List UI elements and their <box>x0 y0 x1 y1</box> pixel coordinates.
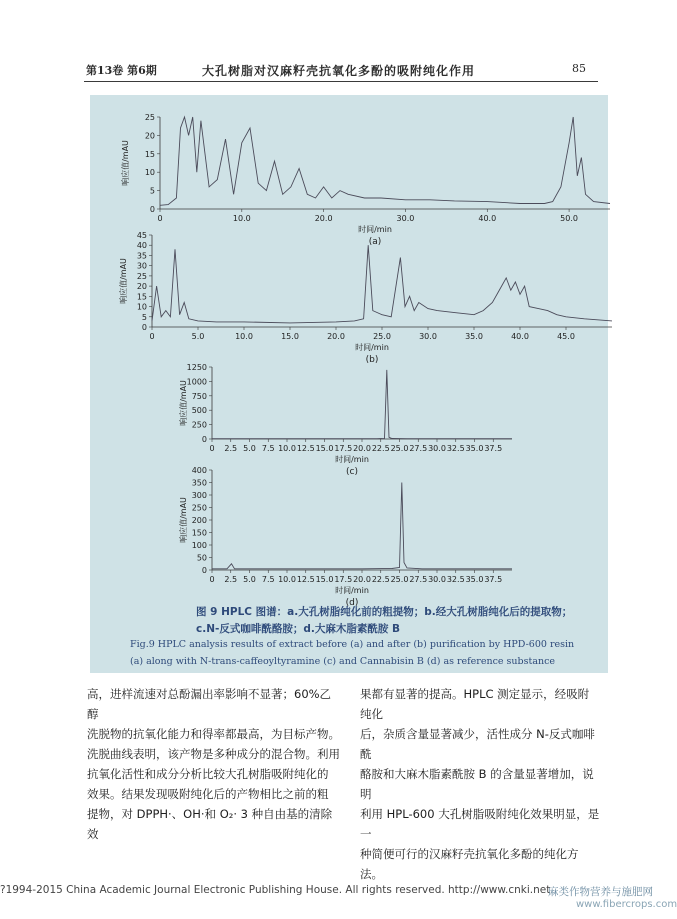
x-tick-label: 0 <box>149 332 155 341</box>
y-tick-label: 20 <box>144 131 155 141</box>
x-tick-label: 7.5 <box>261 444 275 453</box>
y-axis-label: 响应值/mAU <box>119 258 128 304</box>
x-tick-label: 5.0 <box>191 332 205 341</box>
y-axis-label: 响应值/mAU <box>179 497 188 543</box>
x-tick-label: 35.0 <box>465 332 483 341</box>
body-line: 提物，对 DPPH·、OH·和 O₂· 3 种自由基的清除效 <box>87 807 333 841</box>
x-tick-label: 40.0 <box>478 214 497 223</box>
x-axis-label: 时间/min <box>335 586 369 595</box>
x-tick-label: 17.5 <box>334 575 353 584</box>
x-tick-label: 5.0 <box>243 575 256 584</box>
body-line: 洗脱曲线表明，该产物是多种成分的混合物。利用 <box>87 747 340 761</box>
y-tick-label: 350 <box>191 478 207 488</box>
body-line: 果都有显著的提高。HPLC 测定显示，经吸附纯化 <box>360 687 590 721</box>
x-tick-label: 20.0 <box>353 444 371 453</box>
x-tick-label: 12.5 <box>296 575 315 584</box>
y-tick-label: 40 <box>136 241 147 251</box>
chromatogram-trace <box>152 245 612 323</box>
x-tick-label: 27.5 <box>409 444 428 453</box>
issue-label: 第13卷 第6期 <box>86 64 157 77</box>
header-rule <box>84 81 598 82</box>
x-tick-label: 0 <box>157 214 163 223</box>
x-tick-label: 25.0 <box>390 444 409 453</box>
page-number: 85 <box>572 62 586 75</box>
y-tick-label: 25 <box>144 113 155 122</box>
x-axis-label: 时间/min <box>355 343 389 352</box>
y-tick-label: 1000 <box>186 377 207 387</box>
y-axis-label: 响应值/mAU <box>121 140 130 186</box>
x-tick-label: 10.0 <box>278 575 296 584</box>
x-tick-label: 35.0 <box>465 575 484 584</box>
x-tick-label: 30.0 <box>419 332 437 341</box>
x-tick-label: 27.5 <box>409 575 428 584</box>
x-tick-label: 0 <box>209 575 215 584</box>
x-tick-label: 25.0 <box>373 332 391 341</box>
panel-label: (d) <box>345 598 359 608</box>
y-axis-label: 响应值/mAU <box>179 380 188 426</box>
x-tick-label: 20.0 <box>314 214 333 223</box>
y-tick-label: 20 <box>136 282 147 292</box>
y-tick-label: 400 <box>191 466 207 475</box>
y-tick-label: 5 <box>141 312 147 322</box>
y-tick-label: 1250 <box>186 363 207 372</box>
x-tick-label: 45.0 <box>557 332 575 341</box>
x-tick-label: 12.5 <box>296 444 315 453</box>
y-tick-label: 35 <box>136 251 147 261</box>
x-tick-label: 40.0 <box>511 332 529 341</box>
x-tick-label: 32.5 <box>446 575 465 584</box>
footer-watermark: 麻类作物营养与施肥网 <box>548 886 653 898</box>
panel-label: (b) <box>365 355 379 365</box>
y-tick-label: 15 <box>136 292 147 302</box>
y-tick-label: 300 <box>191 491 207 500</box>
x-tick-label: 37.5 <box>484 444 503 453</box>
chromatogram-trace <box>212 370 512 439</box>
x-tick-label: 15.0 <box>315 444 334 453</box>
y-tick-label: 5 <box>149 186 155 196</box>
caption-en: Fig.9 HPLC analysis results of extract before (a) and after (b) purification by HPD-600 resin (a) along with N-trans-caffeoyltyramine (c) and Cannabisin B (d) as reference substance <box>130 639 575 667</box>
body-line: 效果。结果发现吸附纯化后的产物相比之前的粗 <box>87 787 329 801</box>
y-tick-label: 0 <box>201 566 207 575</box>
x-tick-label: 7.5 <box>261 575 275 584</box>
body-line: 利用 HPL-600 大孔树脂吸附纯化效果明显，是一 <box>360 807 600 841</box>
x-tick-label: 17.5 <box>334 444 353 453</box>
body-line: 洗脱物的抗氧化能力和得率都最高，为目标产物。 <box>87 727 340 741</box>
y-tick-label: 10 <box>136 302 147 312</box>
y-tick-label: 250 <box>191 420 207 430</box>
x-tick-label: 5.0 <box>243 444 256 453</box>
x-axis-label: 时间/min <box>358 225 392 234</box>
x-tick-label: 15.0 <box>281 332 299 341</box>
x-tick-label: 0 <box>209 444 215 453</box>
body-line: 酪胺和大麻木脂素酰胺 B 的含量显著增加，说明 <box>360 767 594 801</box>
y-tick-label: 45 <box>136 231 147 240</box>
footer-copyright: ?1994-2015 China Academic Journal Electronic Publishing House. All rights reserved. http://www.cnki.net <box>0 884 551 896</box>
y-tick-label: 0 <box>149 205 155 214</box>
y-tick-label: 25 <box>136 271 147 281</box>
x-tick-label: 30.0 <box>396 214 415 223</box>
y-tick-label: 500 <box>191 406 207 416</box>
y-tick-label: 10 <box>144 168 155 178</box>
x-tick-label: 30.0 <box>428 444 446 453</box>
x-axis-label: 时间/min <box>335 455 369 464</box>
chromatogram-trace <box>160 117 610 205</box>
x-tick-label: 10.0 <box>278 444 296 453</box>
x-tick-label: 10.0 <box>232 214 251 223</box>
y-tick-label: 750 <box>191 391 207 401</box>
chromatogram-trace <box>212 483 512 569</box>
y-tick-label: 100 <box>191 541 207 550</box>
y-tick-label: 50 <box>196 553 207 563</box>
x-tick-label: 2.5 <box>224 575 238 584</box>
body-line: 抗氧化活性和成分分析比较大孔树脂吸附纯化的 <box>87 767 329 781</box>
panel-label: (a) <box>368 237 382 247</box>
x-tick-label: 10.0 <box>235 332 253 341</box>
body-line: 种简便可行的汉麻籽壳抗氧化多酚的纯化方法。 <box>360 847 579 881</box>
y-tick-label: 30 <box>136 261 147 271</box>
x-tick-label: 22.5 <box>371 575 390 584</box>
x-tick-label: 35.0 <box>465 444 484 453</box>
x-tick-label: 20.0 <box>353 575 371 584</box>
x-tick-label: 20.0 <box>327 332 345 341</box>
x-tick-label: 15.0 <box>315 575 334 584</box>
y-tick-label: 15 <box>144 149 155 159</box>
body-column-right <box>360 684 600 884</box>
x-tick-label: 32.5 <box>446 444 465 453</box>
body-line: 高，进样流速对总酚漏出率影响不显著；60%乙醇 <box>87 687 332 721</box>
running-title: 大孔树脂对汉麻籽壳抗氧化多酚的吸附纯化作用 <box>201 64 475 78</box>
y-tick-label: 0 <box>141 323 147 332</box>
page-header <box>0 0 677 90</box>
x-tick-label: 22.5 <box>371 444 390 453</box>
x-tick-label: 30.0 <box>428 575 446 584</box>
y-tick-label: 0 <box>201 435 207 444</box>
x-tick-label: 50.0 <box>560 214 578 223</box>
body-column-left <box>87 684 340 844</box>
caption-cn-line2: c.N-反式咖啡酰酪胺；d.大麻木脂素酰胺 B <box>196 623 401 635</box>
figure-panel <box>90 95 608 673</box>
x-tick-label: 25.0 <box>390 575 409 584</box>
y-tick-label: 200 <box>191 516 207 525</box>
caption-cn-line1: 图 9 HPLC 图谱：a.大孔树脂纯化前的粗提物；b.经大孔树脂纯化后的提取物； <box>196 606 573 618</box>
x-tick-label: 2.5 <box>224 444 238 453</box>
x-tick-label: 37.5 <box>484 575 503 584</box>
hplc-charts <box>90 95 608 608</box>
y-tick-label: 250 <box>191 503 207 513</box>
panel-label: (c) <box>346 467 358 477</box>
y-tick-label: 150 <box>191 528 207 538</box>
footer-watermark-url: www.fibercrops.com <box>576 899 677 910</box>
body-line: 后，杂质含量显著减少，活性成分 N-反式咖啡酰 <box>360 727 595 761</box>
